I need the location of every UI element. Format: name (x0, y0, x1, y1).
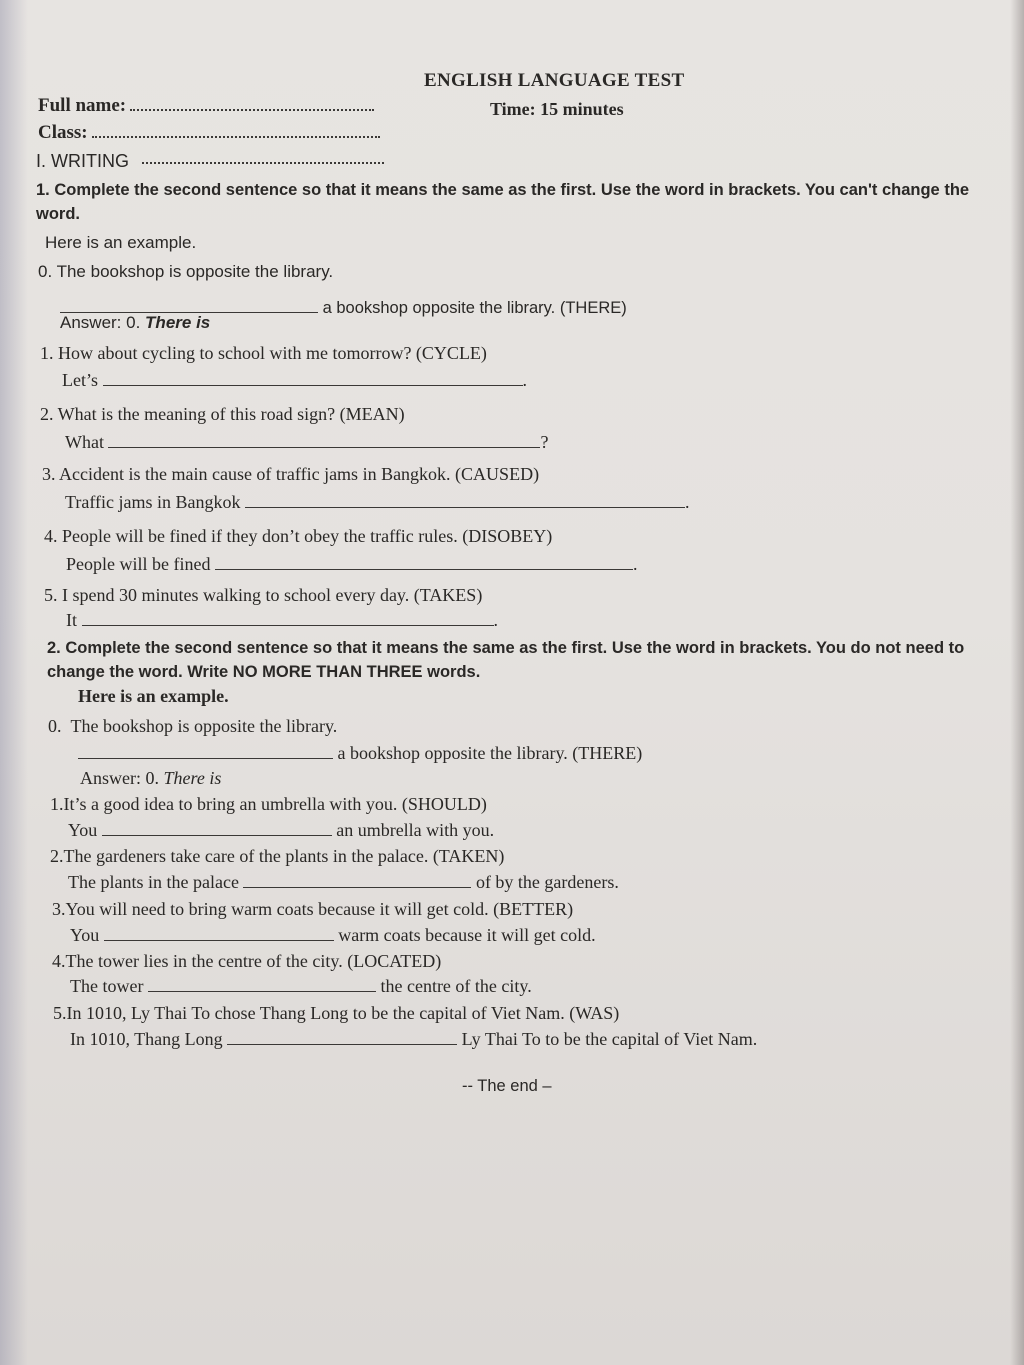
s1-q2-blank[interactable] (108, 433, 540, 448)
s1-q4-text: 4. People will be fined if they don’t obey the traffic rules. (DISOBEY) (44, 526, 553, 546)
test-title: ENGLISH LANGUAGE TEST (424, 70, 685, 91)
section2-example-sentence: The bookshop is opposite the library. (70, 716, 338, 736)
s1-q1-start: Let’s (62, 370, 98, 390)
s1-q1-end: . (522, 370, 527, 390)
test-time: Time: 15 minutes (490, 99, 624, 119)
s1-q4-end: . (632, 554, 638, 574)
s2-q5-text: 5.In 1010, Ly Thai To chose Thang Long to be the capital of Viet Nam. (WAS) (53, 1003, 620, 1023)
s2-q1-answer-row (68, 820, 494, 841)
full-name-field (130, 97, 374, 111)
s1-q2-end: ? (540, 432, 549, 452)
s1-q4-start: People will be fined (66, 554, 211, 574)
paper-left-shadow (0, 0, 28, 1365)
s2-q5-answer-row (70, 1029, 757, 1050)
s1-q1-text: 1. How about cycling to school with me tomorrow? (CYCLE) (40, 343, 487, 363)
s2-q3-blank[interactable] (104, 926, 334, 941)
s1-q2-answer-row (65, 432, 548, 453)
full-name-label: Full name: (38, 95, 127, 116)
s1-q5-text: 5. I spend 30 minutes walking to school every day. (TAKES) (44, 585, 483, 605)
section1-example-answer-text: There is (145, 313, 211, 332)
section1-example-after: a bookshop opposite the library. (THERE) (322, 299, 627, 317)
class-label: Class: (38, 122, 88, 143)
section2-instruction: 2. Complete the second sentence so that it means the same as the first. Use the word in brackets. You do not need to change the word. Write NO MORE THAN THREE words. (47, 639, 965, 681)
s2-q4-start: The tower (70, 976, 144, 996)
s2-q2-text: 2.The gardeners take care of the plants in the palace. (TAKEN) (50, 846, 505, 866)
section2-example-row (48, 716, 337, 737)
s2-q1-text: 1.It’s a good idea to bring an umbrella with you. (SHOULD) (50, 794, 487, 814)
s2-q5-end: Ly Thai To to be the capital of Viet Nam. (461, 1029, 758, 1049)
s1-q5-end: . (493, 610, 498, 630)
section2-example-label: Here is an example. (78, 686, 229, 706)
s1-q3-end: . (685, 492, 690, 512)
class-row (38, 122, 380, 144)
section1-example-label: Here is an example. (45, 233, 197, 252)
section2-example-num: 0. (48, 716, 62, 736)
s2-q2-start: The plants in the palace (68, 872, 239, 892)
s2-q5-blank[interactable] (227, 1030, 457, 1045)
section1-example-blank (60, 298, 318, 313)
s2-q1-start: You (68, 820, 98, 840)
section2-example-answer-row (78, 743, 642, 764)
s1-q3-start: Traffic jams in Bangkok (65, 492, 241, 512)
s1-q3-blank[interactable] (245, 493, 685, 508)
s2-q3-answer-row (70, 925, 596, 946)
s1-q5-answer-row (66, 610, 498, 631)
s2-q2-blank[interactable] (243, 873, 471, 888)
s1-q4-blank[interactable] (215, 555, 633, 570)
s2-q1-end: an umbrella with you. (336, 820, 495, 840)
section2-example-answer-prefix: Answer: 0. (80, 768, 159, 788)
s2-q4-text: 4.The tower lies in the centre of the city. (LOCATED) (52, 951, 442, 971)
s1-q1-blank[interactable] (103, 371, 523, 386)
section2-example-answer (80, 768, 221, 789)
section2-example-blank (78, 744, 333, 759)
s1-q2-text: 2. What is the meaning of this road sign? (MEAN) (40, 404, 405, 424)
s1-q5-blank[interactable] (82, 611, 494, 626)
section1-example-sentence: 0. The bookshop is opposite the library. (38, 262, 334, 281)
section2-example-after: a bookshop opposite the library. (THERE) (337, 743, 643, 763)
writing-dotted-line (142, 150, 384, 164)
s2-q4-end: the centre of the city. (380, 976, 532, 996)
section1-instruction: 1. Complete the second sentence so that it means the same as the first. Use the word in brackets. You can't change the word. (36, 181, 970, 223)
s1-q2-start: What (65, 432, 104, 452)
s1-q3-answer-row (65, 492, 690, 513)
s2-q3-start: You (70, 925, 100, 945)
s2-q4-answer-row (70, 976, 532, 997)
section-heading-writing: I. WRITING (36, 151, 129, 171)
s2-q2-end: of by the gardeners. (475, 872, 619, 892)
class-field (92, 124, 380, 138)
s1-q3-text: 3. Accident is the main cause of traffic jams in Bangkok. (CAUSED) (42, 464, 540, 484)
s2-q3-text: 3.You will need to bring warm coats because it will get cold. (BETTER) (52, 899, 574, 919)
full-name-row (38, 95, 374, 117)
section1-example-answer (60, 313, 210, 333)
s2-q3-end: warm coats because it will get cold. (338, 925, 596, 945)
section1-example-answer-prefix: Answer: 0. (60, 313, 141, 332)
s2-q5-start: In 1010, Thang Long (70, 1029, 223, 1049)
s2-q4-blank[interactable] (148, 977, 376, 992)
s2-q1-blank[interactable] (102, 821, 332, 836)
footer-the-end: -- The end – (462, 1077, 552, 1095)
paper-right-shadow (1010, 0, 1024, 1365)
s2-q2-answer-row (68, 872, 619, 893)
s1-q4-answer-row (66, 554, 637, 575)
s1-q5-start: It (66, 610, 77, 630)
s1-q1-answer-row (62, 370, 527, 391)
section2-example-answer-text: There is (163, 768, 222, 788)
